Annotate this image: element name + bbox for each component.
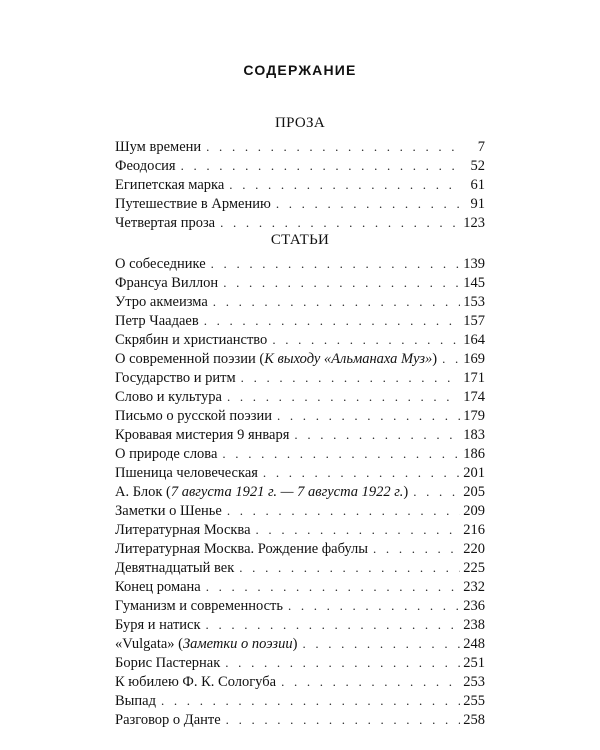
- toc-entry-page-number: 216: [463, 522, 485, 538]
- toc-entry: [115, 194, 485, 213]
- toc-entry-title-text: Утро акмеизма: [115, 294, 208, 310]
- toc-entry-title-text: «Vulgata» (: [115, 636, 183, 652]
- toc-entry-title: [115, 195, 271, 214]
- toc-entry-title-text: Государство и ритм: [115, 370, 236, 386]
- toc-dot-leader: [276, 194, 460, 213]
- toc-entry-title-text: Буря и натиск: [115, 617, 201, 633]
- toc-dot-leader: [277, 406, 460, 425]
- page-title: СОДЕРЖАНИЕ: [243, 62, 357, 78]
- toc-entry: [115, 156, 485, 175]
- toc-entry: [115, 175, 485, 194]
- toc-entry-page-number: 91: [470, 196, 485, 212]
- toc-entry-page-number: 248: [463, 636, 485, 652]
- toc-entry: [115, 634, 485, 653]
- toc-entry: [115, 273, 485, 292]
- toc-entry: [115, 463, 485, 482]
- toc-entry-page-number: 258: [463, 712, 485, 728]
- toc-entry-page-number: 236: [463, 598, 485, 614]
- toc-entry-title: [115, 388, 222, 407]
- toc-entry-title: [115, 464, 258, 483]
- toc-entry-page-number: 171: [463, 370, 485, 386]
- toc-entry: [115, 254, 485, 273]
- toc-entry-title-text: Петр Чаадаев: [115, 313, 199, 329]
- toc-entry: [115, 710, 485, 729]
- toc-entry-title: [115, 274, 218, 293]
- toc-entry-title-text: Четвертая проза: [115, 215, 216, 231]
- toc-entry-page-number: 238: [463, 617, 485, 633]
- toc-entry-title-text: Девятнадцатый век: [115, 560, 235, 576]
- toc-entry-title: [115, 426, 289, 445]
- toc-entry: [115, 520, 485, 539]
- toc-entry-page-number: 164: [463, 332, 485, 348]
- toc-entry-title-text: А. Блок (: [115, 484, 171, 500]
- toc-entry-title-text: О современной поэзии (: [115, 351, 265, 367]
- toc-dot-leader: [204, 311, 460, 330]
- toc-entry-page-number: 169: [463, 351, 485, 367]
- toc-dot-leader: [288, 596, 460, 615]
- toc-entry-title-text: Конец романа: [115, 579, 201, 595]
- toc-entry-title: [115, 138, 201, 157]
- toc-dot-leader: [227, 501, 460, 520]
- toc-entry-title-text: Пшеница человеческая: [115, 465, 258, 481]
- toc-dot-leader: [281, 672, 460, 691]
- toc-entry-page-number: 201: [463, 465, 485, 481]
- toc-entry: [115, 292, 485, 311]
- toc-entry-title: [115, 673, 276, 692]
- toc-entry-title: [115, 521, 251, 540]
- toc-entry: [115, 558, 485, 577]
- toc-entry-title-text: О собеседнике: [115, 256, 206, 272]
- toc-entry-subtitle: Заметки о поэзии: [182, 636, 293, 652]
- toc-entry-title: [115, 654, 220, 673]
- toc-entry-page-number: 253: [463, 674, 485, 690]
- toc-entry-title: [115, 559, 234, 578]
- toc-entry-title: [115, 616, 201, 635]
- toc-entry: [115, 482, 485, 501]
- toc-entry: [115, 349, 485, 368]
- toc-entry-title-text: О природе слова: [115, 446, 218, 462]
- toc-entry: [115, 387, 485, 406]
- toc-entry-title-text: Заметки о Шенье: [115, 503, 222, 519]
- toc-entry-title-text: Литературная Москва. Рождение фабулы: [115, 541, 369, 557]
- toc-entry-page-number: 255: [463, 693, 485, 709]
- toc-entry-title: [115, 407, 272, 426]
- toc-entry-page-number: 174: [463, 389, 485, 405]
- toc-entry: [115, 137, 485, 156]
- toc-dot-leader: [272, 330, 460, 349]
- toc-entry: [115, 330, 485, 349]
- toc-entry-title: [115, 635, 297, 654]
- toc-dot-leader: [241, 368, 460, 387]
- toc-entry: [115, 653, 485, 672]
- section-prose: [115, 113, 485, 232]
- toc-dot-leader: [239, 558, 460, 577]
- toc-entry-title-text: Франсуа Виллон: [115, 275, 219, 291]
- toc-dot-leader: [263, 463, 460, 482]
- toc-entry-page-number: 139: [463, 256, 485, 272]
- toc-dot-leader: [413, 482, 460, 501]
- toc-entry-title-suffix: ): [292, 636, 298, 652]
- toc-entry-title: [115, 540, 368, 559]
- toc-entry-title: [115, 711, 221, 730]
- toc-entry-title: [115, 692, 156, 711]
- toc-entry-title-text: Слово и культура: [115, 389, 222, 405]
- toc-dot-leader: [161, 691, 460, 710]
- section-articles: [115, 230, 485, 729]
- toc-entry: [115, 691, 485, 710]
- toc-entry-page-number: 186: [463, 446, 485, 462]
- toc-entry-page-number: 145: [463, 275, 485, 291]
- toc-entry-title-text: Письмо о русской поэзии: [115, 408, 272, 424]
- toc-entry-title-text: Разговор о Данте: [115, 712, 221, 728]
- toc-entry-title: [115, 445, 217, 464]
- toc-entry-title-suffix: ): [432, 351, 438, 367]
- toc-entry: [115, 577, 485, 596]
- toc-entry-title: [115, 483, 408, 502]
- toc-entry-title: [115, 293, 208, 312]
- toc-entry-page-number: 232: [463, 579, 485, 595]
- toc-entry-page-number: 209: [463, 503, 485, 519]
- toc-entry-title-text: Феодосия: [115, 158, 176, 174]
- toc-dot-leader: [226, 710, 460, 729]
- toc-entry-title-text: Египетская марка: [115, 177, 225, 193]
- toc-dot-leader: [222, 444, 460, 463]
- toc-dot-leader: [225, 653, 460, 672]
- toc-entry-page-number: 220: [463, 541, 485, 557]
- toc-entry-title: [115, 369, 236, 388]
- toc-entry-title-text: Кровавая мистерия 9 января: [115, 427, 290, 443]
- toc-entry-page-number: 225: [463, 560, 485, 576]
- toc-entry-page-number: 61: [470, 177, 485, 193]
- toc-entry-title-text: Борис Пастернак: [115, 655, 221, 671]
- toc-list-articles: [115, 254, 485, 729]
- toc-entry-title-text: Гуманизм и современность: [115, 598, 283, 614]
- toc-dot-leader: [223, 273, 460, 292]
- toc-entry: [115, 425, 485, 444]
- toc-entry-title-text: Путешествие в Армению: [115, 196, 271, 212]
- toc-entry-title-text: Выпад: [115, 693, 156, 709]
- toc-dot-leader: [206, 137, 460, 156]
- toc-entry-title: [115, 255, 206, 274]
- section-heading-articles: СТАТЬИ: [270, 232, 330, 248]
- toc-entry: [115, 311, 485, 330]
- toc-entry-title-text: Скрябин и христианство: [115, 332, 268, 348]
- toc-entry-title-text: К юбилею Ф. К. Сологуба: [115, 674, 277, 690]
- toc-entry-subtitle: К выходу «Альманаха Муз»: [264, 351, 433, 367]
- toc-dot-leader: [302, 634, 460, 653]
- toc-dot-leader: [442, 349, 460, 368]
- toc-dot-leader: [227, 387, 460, 406]
- toc-dot-leader: [206, 577, 460, 596]
- toc-entry: [115, 368, 485, 387]
- toc-list-prose: [115, 137, 485, 232]
- toc-entry: [115, 672, 485, 691]
- toc-entry-page-number: 123: [463, 215, 485, 231]
- toc-entry-title: [115, 312, 199, 331]
- toc-dot-leader: [211, 254, 460, 273]
- toc-entry-title-text: Литературная Москва: [115, 522, 251, 538]
- toc-dot-leader: [181, 156, 460, 175]
- toc-entry: [115, 615, 485, 634]
- toc-entry-page-number: 153: [463, 294, 485, 310]
- toc-entry-title: [115, 350, 437, 369]
- toc-entry: [115, 596, 485, 615]
- toc-entry-page-number: 205: [463, 484, 485, 500]
- toc-entry-title: [115, 331, 267, 350]
- toc-entry-title: [115, 176, 224, 195]
- toc-entry: [115, 501, 485, 520]
- toc-entry-page-number: 251: [463, 655, 485, 671]
- toc-entry-title-suffix: ): [403, 484, 409, 500]
- toc-dot-leader: [229, 175, 460, 194]
- toc-entry-page-number: 183: [463, 427, 485, 443]
- toc-dot-leader: [206, 615, 460, 634]
- toc-dot-leader: [213, 292, 460, 311]
- toc-dot-leader: [373, 539, 460, 558]
- toc-entry-title: [115, 157, 176, 176]
- toc-entry-subtitle: 7 августа 1921 г. — 7 августа 1922 г.: [170, 484, 404, 500]
- toc-entry-page-number: 179: [463, 408, 485, 424]
- toc-entry-page-number: 7: [477, 139, 485, 155]
- toc-entry: [115, 406, 485, 425]
- section-heading-prose: ПРОЗА: [274, 115, 326, 131]
- toc-dot-leader: [256, 520, 460, 539]
- toc-entry-title: [115, 578, 201, 597]
- toc-entry-page-number: 52: [470, 158, 485, 174]
- toc-entry-page-number: 157: [463, 313, 485, 329]
- toc-dot-leader: [294, 425, 460, 444]
- toc-entry-title: [115, 502, 222, 521]
- toc-entry: [115, 539, 485, 558]
- toc-entry: [115, 444, 485, 463]
- toc-entry-title: [115, 597, 283, 616]
- toc-entry-title-text: Шум времени: [115, 139, 202, 155]
